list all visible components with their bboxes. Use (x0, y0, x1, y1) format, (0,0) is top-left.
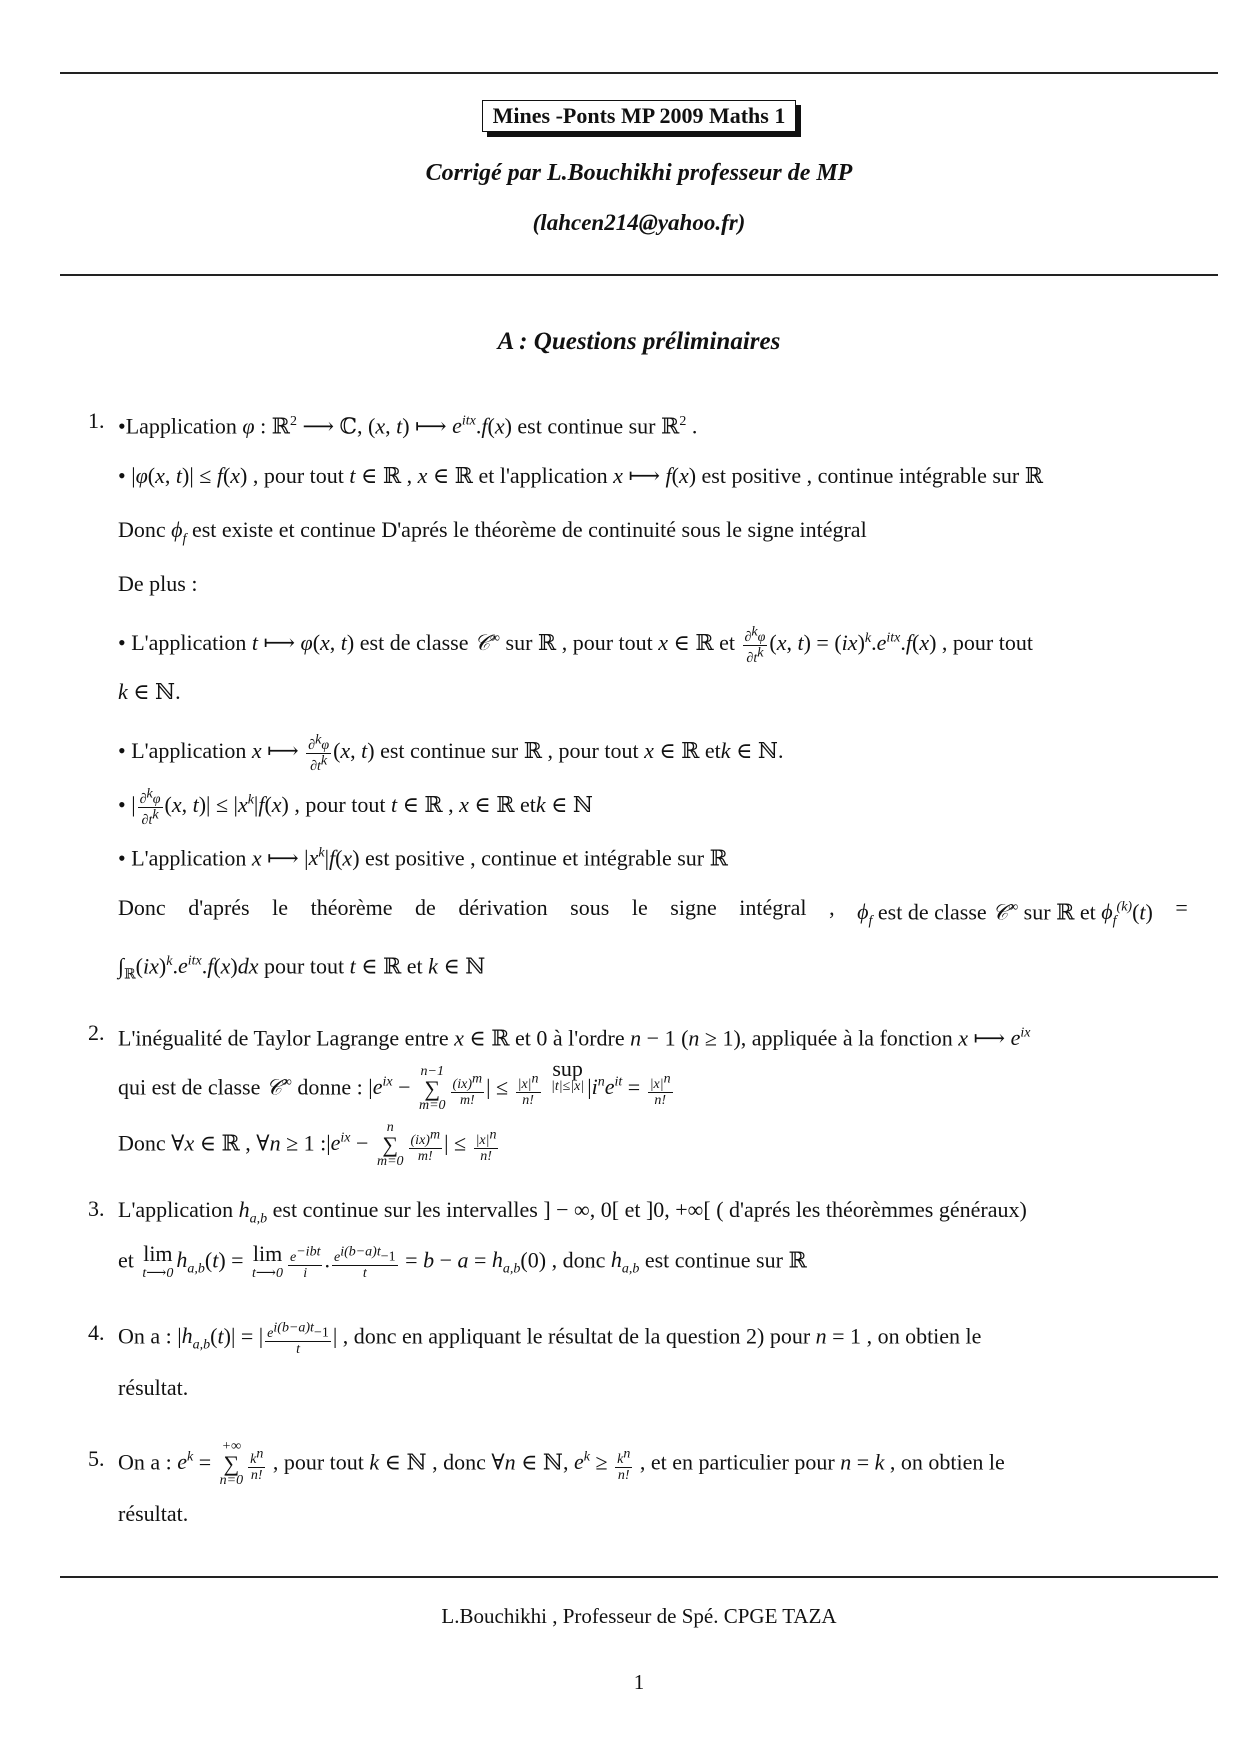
footer-text: L.Bouchikhi , Professeur de Spé. CPGE TAZA (441, 1604, 837, 1628)
q1-line-10: Donc d'aprés le théorème de dérivation sous le signe intégral , $\phi_f$ est de classe 𝒞∞ sur ℝ et $\phi_f^{(k)}(t)$ = (118, 895, 1188, 929)
q1-line-8: • | $\frac{\partial^k\varphi}{\partial t^k}$ (x, $t)| \le |x^k|f(x)$ , pour tout t ∈ ℝ , x ∈ ℝ etk ∈ ℕ (118, 786, 594, 829)
q2-line-1: L'inégualité de Taylor Lagrange entre x ∈ ℝ et 0 à l'ordre n − 1 (n ≥ 1), appliquée à la fonction x ⟼ $e^{ix}$ (118, 1025, 1031, 1051)
top-rule (60, 72, 1218, 74)
q5-number: 5. (88, 1446, 105, 1471)
q5-line-1: On a : $e^k$ = +∞ ∑ n=0 $\frac{k^n}{n!}$ , pour tout k ∈ ℕ , donc ∀n ∈ ℕ, $e^k$ ≥ $\frac{k^n}{n!}$ , et en particulier pour n = k , on obtien le (118, 1439, 1005, 1489)
document-title: Mines -Ponts MP 2009 Maths 1 (482, 100, 797, 132)
q1-line-1: •Lapplication φ : ℝ$^2$ ⟶ ℂ, (x, t) ⟼ $e^{itx}.f(x)$ est continue sur ℝ$^2$ . (118, 413, 698, 439)
q3-number: 3. (88, 1196, 105, 1221)
header-bottom-rule (60, 274, 1218, 276)
q3-line-1: L'application $h_{a,b}$ est continue sur les intervalles ] − ∞, 0[ et ]0, +∞[ ( d'aprés les théorèmmes généraux) (118, 1197, 1027, 1227)
footer-rule (60, 1576, 1218, 1578)
q2-line-3: Donc ∀x ∈ ℝ , ∀n ≥ 1 $:|e^{ix}$ − n ∑ m=0 $\frac{(ix)^m}{m!}$ | ≤ $\frac{|x|^n}{n!}$ (118, 1120, 497, 1170)
q1-line-2: • |φ(x, t)| ≤ f(x) , pour tout t ∈ ℝ , x ∈ ℝ et l'application x ⟼ f(x) est positive , continue intégrable sur ℝ (118, 463, 1044, 488)
author-email: (lahcen214@yahoo.fr) (532, 210, 746, 235)
q2-line-2: qui est de classe 𝒞∞ donne : $|e^{ix}$ − n−1 ∑ m=0 $\frac{(ix)^m}{m!}$ | ≤ $\frac{|x|^n}{n!}$ sup |t|≤|x| $|i^ne^{it}$ = $\frac{|x|^n}{n!}$ (118, 1056, 671, 1114)
q4-line-2: résultat. (118, 1375, 189, 1400)
q1-line-5: • L'application t ⟼ φ(x, t) est de classe 𝒞∞ sur ℝ , pour tout x ∈ ℝ et $\frac{\partial^k\varphi}{\partial t^k}$ (x, $t) = (ix)^k.e^{itx}.f(x)$ , pour tout (118, 624, 1033, 667)
q1-line-9: • L'application x ⟼ $|x^k|f(x)$ est positive , continue et intégrable sur ℝ (118, 845, 728, 871)
q5-line-2: résultat. (118, 1501, 189, 1526)
page-number: 1 (633, 1670, 645, 1694)
title-block (60, 100, 1218, 132)
q1-line-11: $\int_ℝ(ix)^k.e^{itx}.f(x)dx$ pour tout t ∈ ℝ et k ∈ ℕ (118, 953, 486, 983)
author-line: Corrigé par L.Bouchikhi professeur de MP (425, 160, 853, 186)
q1-line-4: De plus : (118, 571, 198, 596)
q1-line-7: • L'application x ⟼ $\frac{\partial^k\varphi}{\partial t^k}$ (x, t) est continue sur ℝ , pour tout x ∈ ℝ etk ∈ ℕ. (118, 732, 784, 775)
q4-line-1: On a : $|h_{a,b}(t)|$ = | $\frac{e^{i(b-a)t}-1}{t}$ | , donc en appliquant le résultat de la question 2) pour n = 1 , on obtien le (118, 1320, 982, 1357)
q1-line-6: k ∈ ℕ. (118, 679, 181, 704)
section-title: A : Questions préliminaires (497, 328, 781, 355)
q3-line-2: et lim t⟶0 $h_{a,b}(t) = \lim$ t⟶0 $\frac{e^{-ibt}}{i}$ . $\frac{e^{i(b-a)t}-1}{t}$ = $b - a = h_{a,b}(0)$ , donc $h_{a,b}$ est continue sur ℝ (118, 1241, 807, 1281)
q2-number: 2. (88, 1020, 105, 1045)
q1-line-3: Donc $\phi_f$ est existe et continue D'aprés le théorème de continuité sous le signe intégral (118, 517, 867, 547)
q4-number: 4. (88, 1320, 105, 1345)
q1-number: 1. (88, 408, 105, 433)
